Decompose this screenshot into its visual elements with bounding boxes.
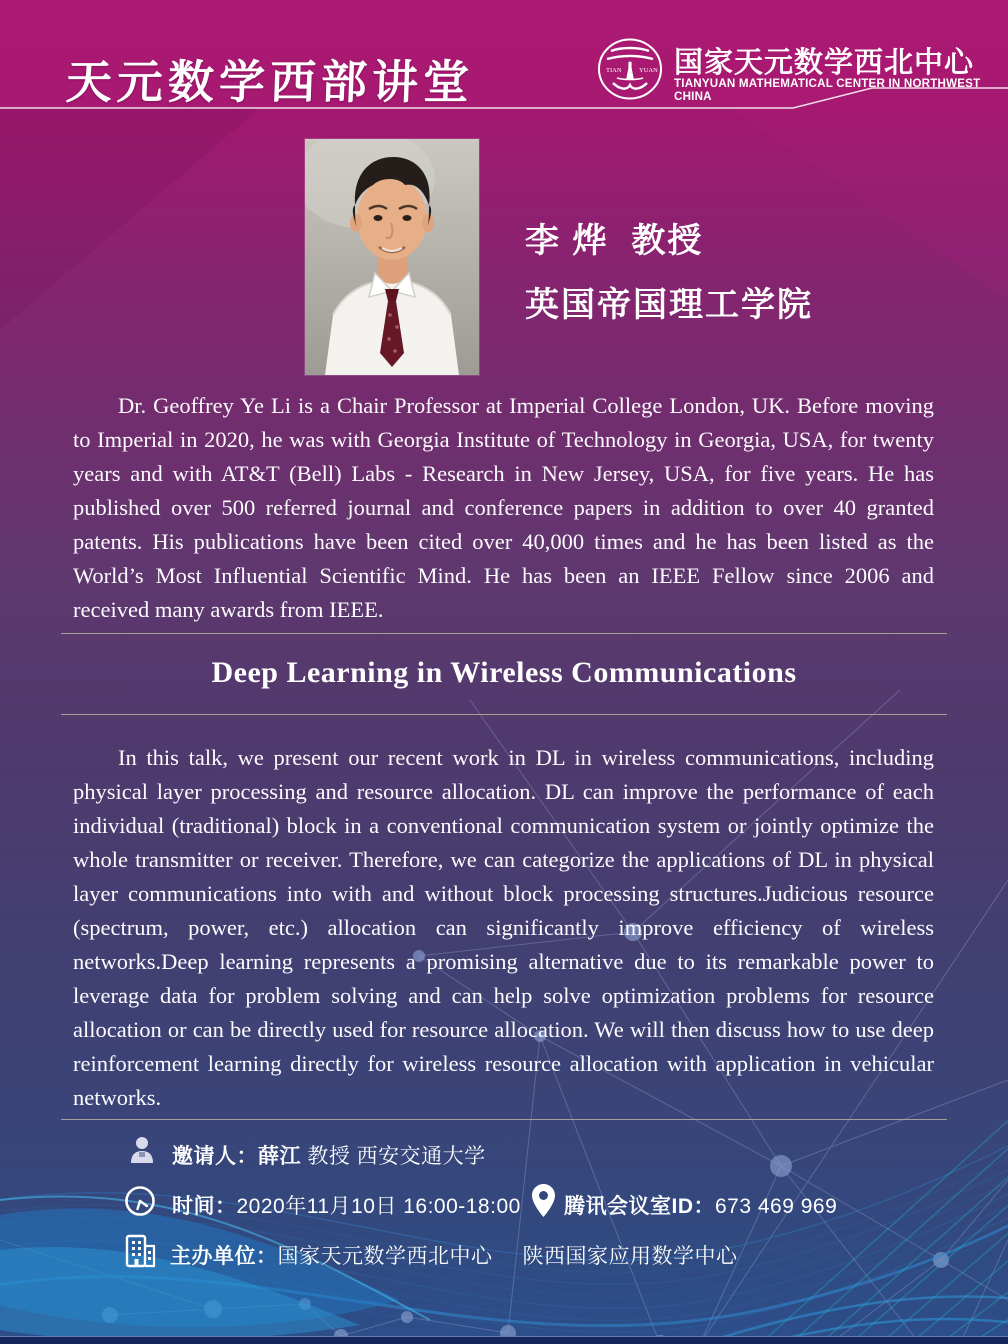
time-value: 2020年11月10日 16:00-18:00 (236, 1195, 521, 1218)
time-row (172, 1190, 521, 1220)
time-label: 时间： (172, 1195, 237, 1218)
inviter-name: 薛江 (258, 1145, 301, 1168)
bottom-bar (0, 1336, 1008, 1344)
separator-line-top (61, 633, 947, 634)
building-icon (124, 1234, 158, 1268)
host-label: 主办单位： (170, 1245, 278, 1268)
series-title: 天元数学西部讲堂 (64, 56, 475, 108)
separator-line-bottom (61, 1119, 947, 1120)
separator-line-mid (61, 714, 947, 715)
talk-title: Deep Learning in Wireless Communications (211, 656, 797, 689)
inviter-label: 邀请人： (172, 1145, 258, 1168)
location-pin-icon (532, 1184, 555, 1217)
speaker-name: 李 烨 教授 (525, 222, 704, 260)
center-name-en: TIANYUAN MATHEMATICAL CENTER IN NORTHWEST CHINA (674, 77, 981, 103)
speaker-affiliation: 英国帝国理工学院 (525, 286, 813, 324)
clock-icon (124, 1185, 156, 1217)
inviter-row (172, 1140, 486, 1170)
inviter-rest: 教授 西安交通大学 (301, 1145, 486, 1168)
meeting-value: 673 469 969 (715, 1195, 838, 1218)
meeting-label: 腾讯会议室ID： (564, 1195, 715, 1218)
host-org-1: 国家天元数学西北中心 (277, 1245, 493, 1268)
logo-tian-text: TIAN (606, 67, 622, 74)
logo-yuan-text: YUAN (639, 67, 658, 74)
center-name-cn: 国家天元数学西北中心 (674, 47, 975, 79)
tianyuan-logo-icon (597, 36, 663, 102)
host-row (170, 1240, 738, 1270)
host-org-2: 陕西国家应用数学中心 (522, 1245, 738, 1268)
talk-abstract: In this talk, we present our recent work in DL in wireless communications, including physical layer processing and resource allocation. DL can improve the performance of each individual (traditional) block in a conventional communication system or jointly optimize the whole transmitter or receiver. Therefore, we can categorize the applications of DL in physical layer communications into with and without block processing structures.Judicious resource (spectrum, power, etc.) allocation can significantly improve efficiency of wireless networks.Deep learning represents a promising alternative due to its remarkable power to leverage data for problem solving and can help solve optimization problems for resource allocation or can be directly used for resource allocation. We will then discuss how to use deep reinforcement learning directly for wireless resource allocation with application in vehicular networks. (73, 745, 934, 1110)
meeting-row (564, 1190, 837, 1220)
speaker-photo (305, 139, 479, 375)
person-icon (129, 1136, 155, 1164)
speaker-bio: Dr. Geoffrey Ye Li is a Chair Professor at Imperial College London, UK. Before moving to Imperial in 2020, he was with Georgia Institute of Technology in Georgia, USA, for twenty years and with AT&T (Bell) Labs - Research in New Jersey, USA, for five years. He has published over 500 referred journal and conference papers in addition to over 40 granted patents. His publications have been cited over 40,000 times and he has been listed as the World’s Most Influential Scientific Mind. He has been an IEEE Fellow since 2006 and received many awards from IEEE. (73, 393, 934, 622)
